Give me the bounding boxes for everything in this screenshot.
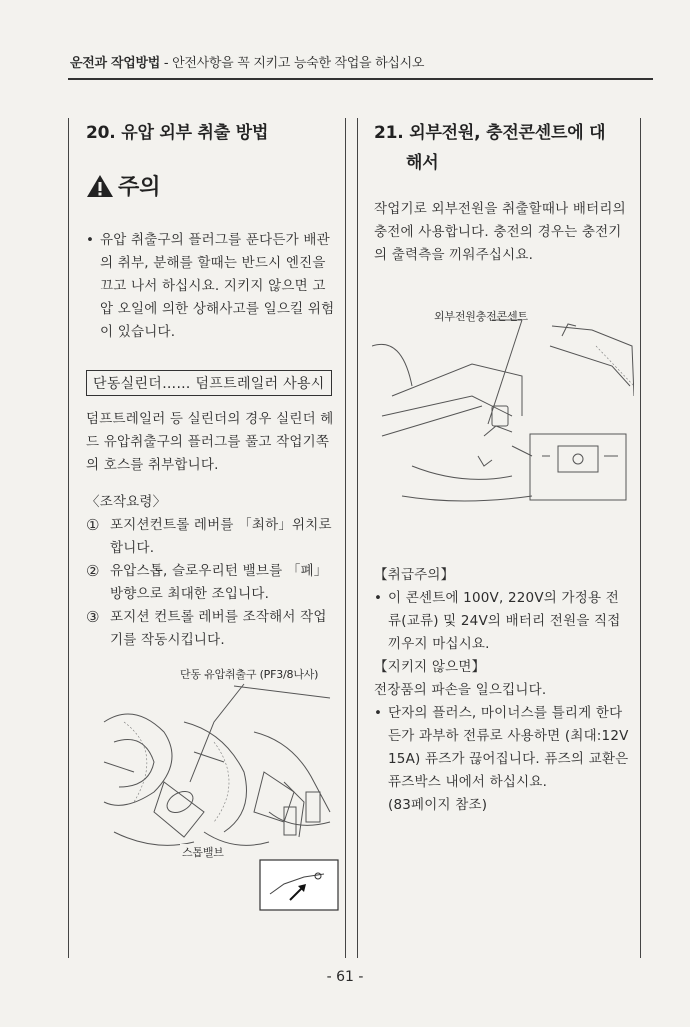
step-3-number: ③ [86,608,100,626]
section-21-title-line1: 21. 외부전원, 충전콘센트에 대 [374,123,606,143]
section-20-title: 20. 유압 외부 취출 방법 [86,123,269,143]
caution-bullet [86,229,336,344]
figure-label-socket: 외부전원충전콘센트 [434,310,528,323]
step-1-text: 포지션컨트롤 레버를 「최하」위치로 합니다. [110,517,332,556]
terminal-bullet-text: 단자의 플러스, 마이너스를 틀리게 한다든가 과부하 전류로 사용하면 (최대:12V 15A) 퓨즈가 끊어집니다. 퓨즈의 교환은 퓨즈박스 내에서 하십시요. [388,705,629,790]
warning-triangle-icon [86,174,114,198]
power-socket-figure [372,306,634,506]
page-number: - 61 - [326,969,364,985]
step-3 [86,606,336,652]
bullet-dot: • [374,705,383,721]
tractor-hydraulic-drawing [94,662,342,914]
bullet-dot: • [374,590,383,606]
section-21-title-line2: 해서 [406,153,439,173]
handling-caution-heading: 【취급주의】 [374,567,455,583]
page-header [70,52,650,71]
step-2 [86,560,336,606]
step-1 [86,514,336,560]
middle-column-rule-left [345,118,346,958]
bullet-dot: • [86,232,95,248]
page-reference: (83페이지 참조) [388,797,488,813]
noncompliance-text: 전장품의 파손을 일으킵니다. [374,682,547,698]
figure-label-stop-valve: 스톱밸브 [182,846,224,859]
step-2-number: ② [86,562,100,580]
caution-bullet-text: 유압 취출구의 플러그를 푼다든가 배관의 취부, 분해를 할때는 반드시 엔진을 끄고 나서 하십시요. 지키지 않으면 고압 오일에 의한 상해사고를 일으킬 위험이 있습니다. [100,232,335,340]
section-21-title [374,118,630,178]
noncompliance-heading: 【지키지 않으면】 [374,659,486,675]
left-column [86,118,336,652]
figure-label-outlet: 단동 유압취출구 (PF3/8나사) [180,668,319,681]
middle-column-rule-right [357,118,358,958]
procedure-heading: 〈조작요령〉 [86,494,167,510]
step-1-number: ① [86,516,100,534]
right-column [374,118,630,267]
terminal-bullet [374,702,632,794]
header-subtitle: - 안전사항을 꼭 지키고 능숙한 작업을 하십시오 [160,56,425,71]
external-power-intro: 작업기로 외부전원을 취출할때나 배터리의 충전에 사용합니다. 충전의 경우는 충전기의 출력측을 끼워주십시요. [374,201,626,263]
hydraulic-outlet-figure [94,662,342,914]
left-column-rule [68,118,69,958]
right-column-lower [374,564,632,817]
caution-heading [86,170,336,201]
handling-caution-bullet [374,587,632,656]
header-rule [68,78,653,80]
step-2-text: 유압스톱, 슬로우리턴 밸브를 「폐」 방향으로 최대한 조입니다. [110,563,328,602]
step-3-text: 포지션 컨트롤 레버를 조작해서 작업기를 작동시킵니다. [110,609,327,648]
caution-label: 주의 [118,175,161,200]
handling-caution-text: 이 콘센트에 100V, 220V의 가정용 전류(교류) 및 24V의 배터리 전원을 직접 끼우지 마십시요. [388,590,621,652]
single-acting-cylinder-heading: 단동실린더…… 덤프트레일러 사용시 [86,370,332,396]
socket-location-drawing [372,306,634,506]
dump-trailer-text: 덤프트레일러 등 실린더의 경우 실린더 헤드 유압취출구의 플러그를 풀고 작업기쪽의 호스를 취부합니다. [86,411,334,473]
right-column-rule [640,118,641,958]
header-chapter: 운전과 작업방법 [70,56,161,71]
